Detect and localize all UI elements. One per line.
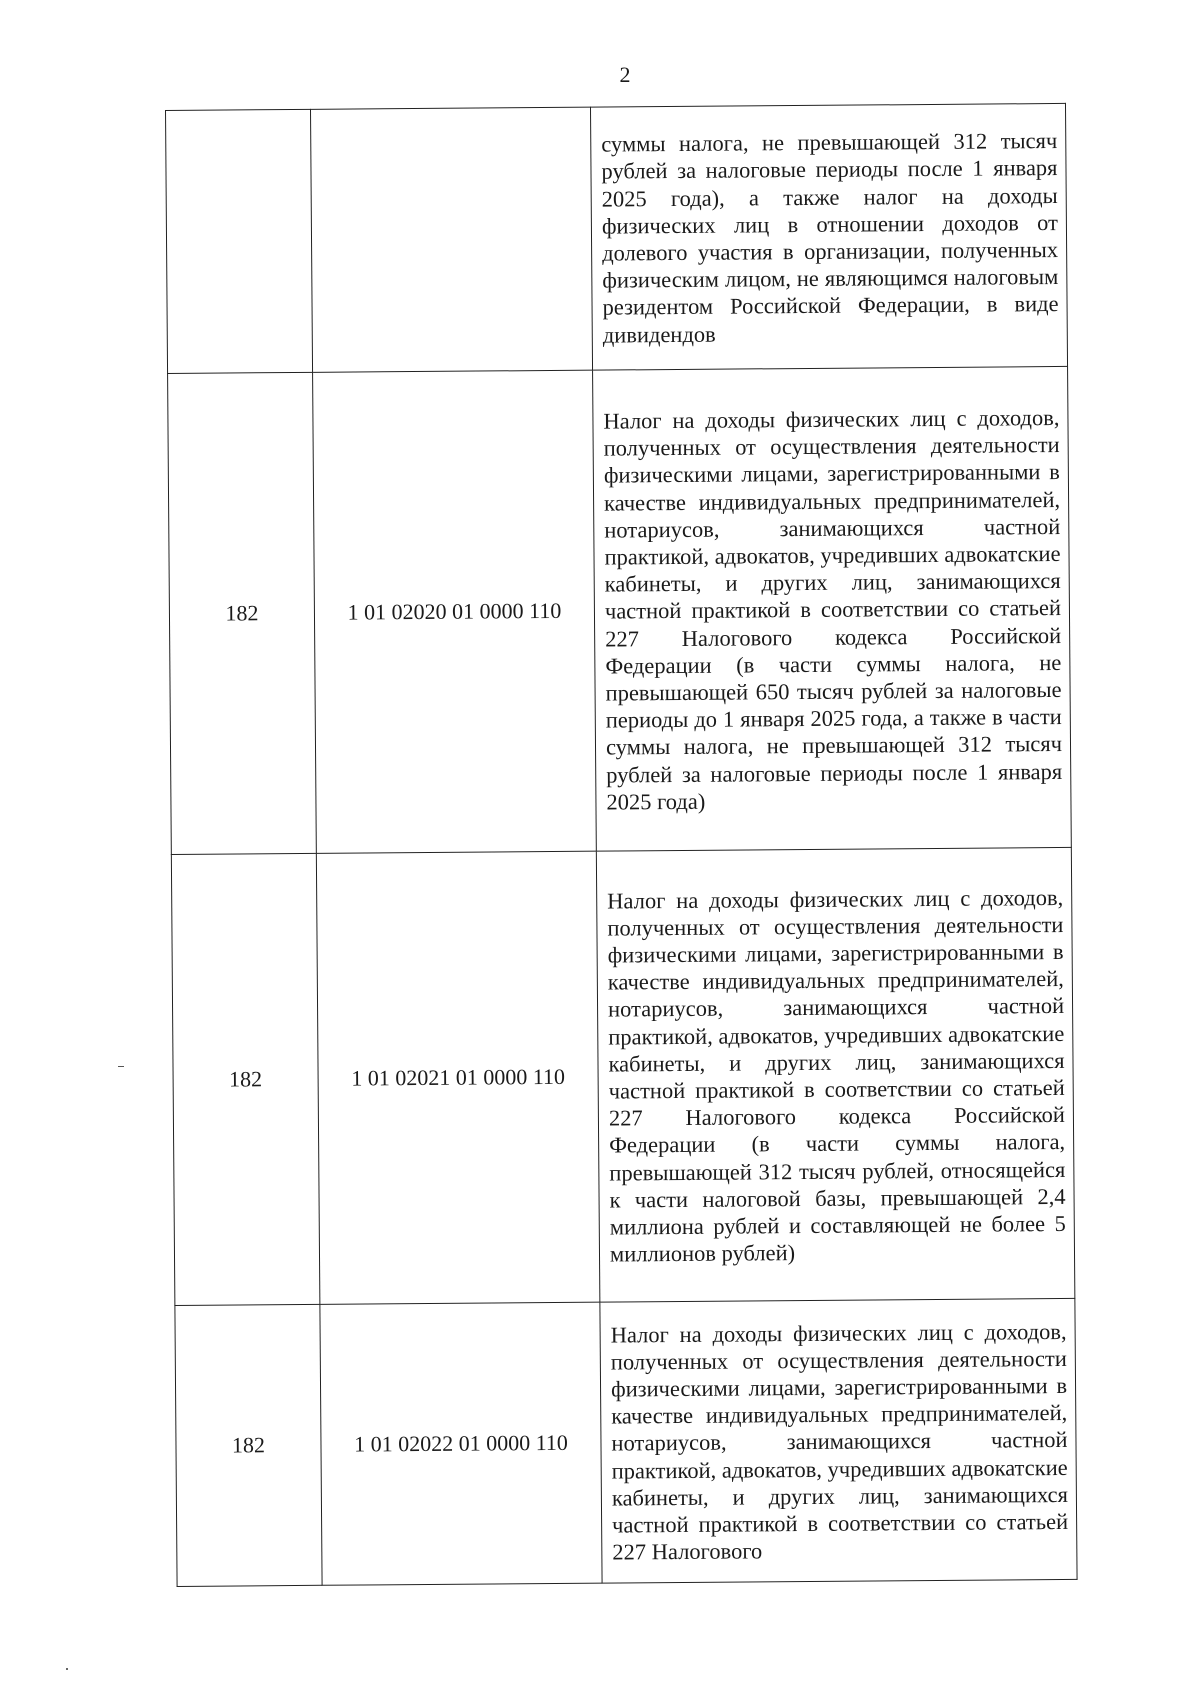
kbk-code-cell: 1 01 02020 01 0000 110 <box>313 370 597 853</box>
scan-mark <box>118 1066 124 1067</box>
admin-code-cell: 182 <box>175 1304 322 1586</box>
description-text: Налог на доходы физических лиц с доходов, полученных от осуществления деятельности физическими лицами, зарегистрированными в качестве индивидуальных предпринимателей, нотариусов, занимающихся частной практикой, адвокатов, учредивших адвокатские кабинеты, и других лиц, занимающихся частной практикой в соответствии со статьей 227 Налогового кодекса Российской Федерации (в части суммы налога, не превышающей 650 тысяч рублей за налоговые периоды до 1 января 2025 года, а также в части суммы налога, не превышающей 312 тысяч рублей за налоговые периоды после 1 января 2025 года) <box>603 404 1063 815</box>
description-cell <box>600 1298 1077 1583</box>
kbk-code-cell: 1 01 02022 01 0000 110 <box>320 1302 602 1585</box>
kbk-code-cell: 1 01 02021 01 0000 110 <box>316 851 600 1304</box>
scan-mark <box>66 1668 68 1670</box>
table-row <box>175 1298 1077 1586</box>
description-cell <box>593 366 1072 851</box>
budget-classification-table <box>165 103 1078 1587</box>
admin-code-cell: 182 <box>168 372 317 854</box>
description-text: суммы налога, не превышающей 312 тысяч рублей за налоговые периоды после 1 января 2025 года), а также налог на доходы физических лиц в отношении доходов от долевого участия в организации, полученных физическим лицом, не являющимся налоговым резидентом Российской Федерации, в виде дивидендов <box>601 128 1059 348</box>
table-row <box>171 847 1075 1305</box>
description-text: Налог на доходы физических лиц с доходов, полученных от осуществления деятельности физическими лицами, зарегистрированными в качестве индивидуальных предпринимателей, нотариусов, занимающихся частной практикой, адвокатов, учредивших адвокатские кабинеты, и других лиц, занимающихся частной практикой в соответствии со статьей 227 Налогового <box>610 1318 1069 1565</box>
description-text: Налог на доходы физических лиц с доходов, полученных от осуществления деятельности физическими лицами, зарегистрированными в качестве индивидуальных предпринимателей, нотариусов, занимающихся частной практикой, адвокатов, учредивших адвокатские кабинеты, и других лиц, занимающихся частной практикой в соответствии со статьей 227 Налогового кодекса Российской Федерации (в части суммы налога, превышающей 312 тысяч рублей, относящейся к части налоговой базы, превышающей 2,4 миллиона рублей и составляющей не более 5 миллионов рублей) <box>607 884 1066 1267</box>
admin-code-cell <box>166 109 313 373</box>
description-cell <box>590 103 1067 370</box>
kbk-code-cell <box>310 107 592 372</box>
page-number: 2 <box>619 62 631 87</box>
description-cell <box>596 847 1075 1302</box>
table-row <box>166 103 1068 373</box>
table-row <box>168 366 1072 854</box>
admin-code-cell: 182 <box>171 853 320 1305</box>
